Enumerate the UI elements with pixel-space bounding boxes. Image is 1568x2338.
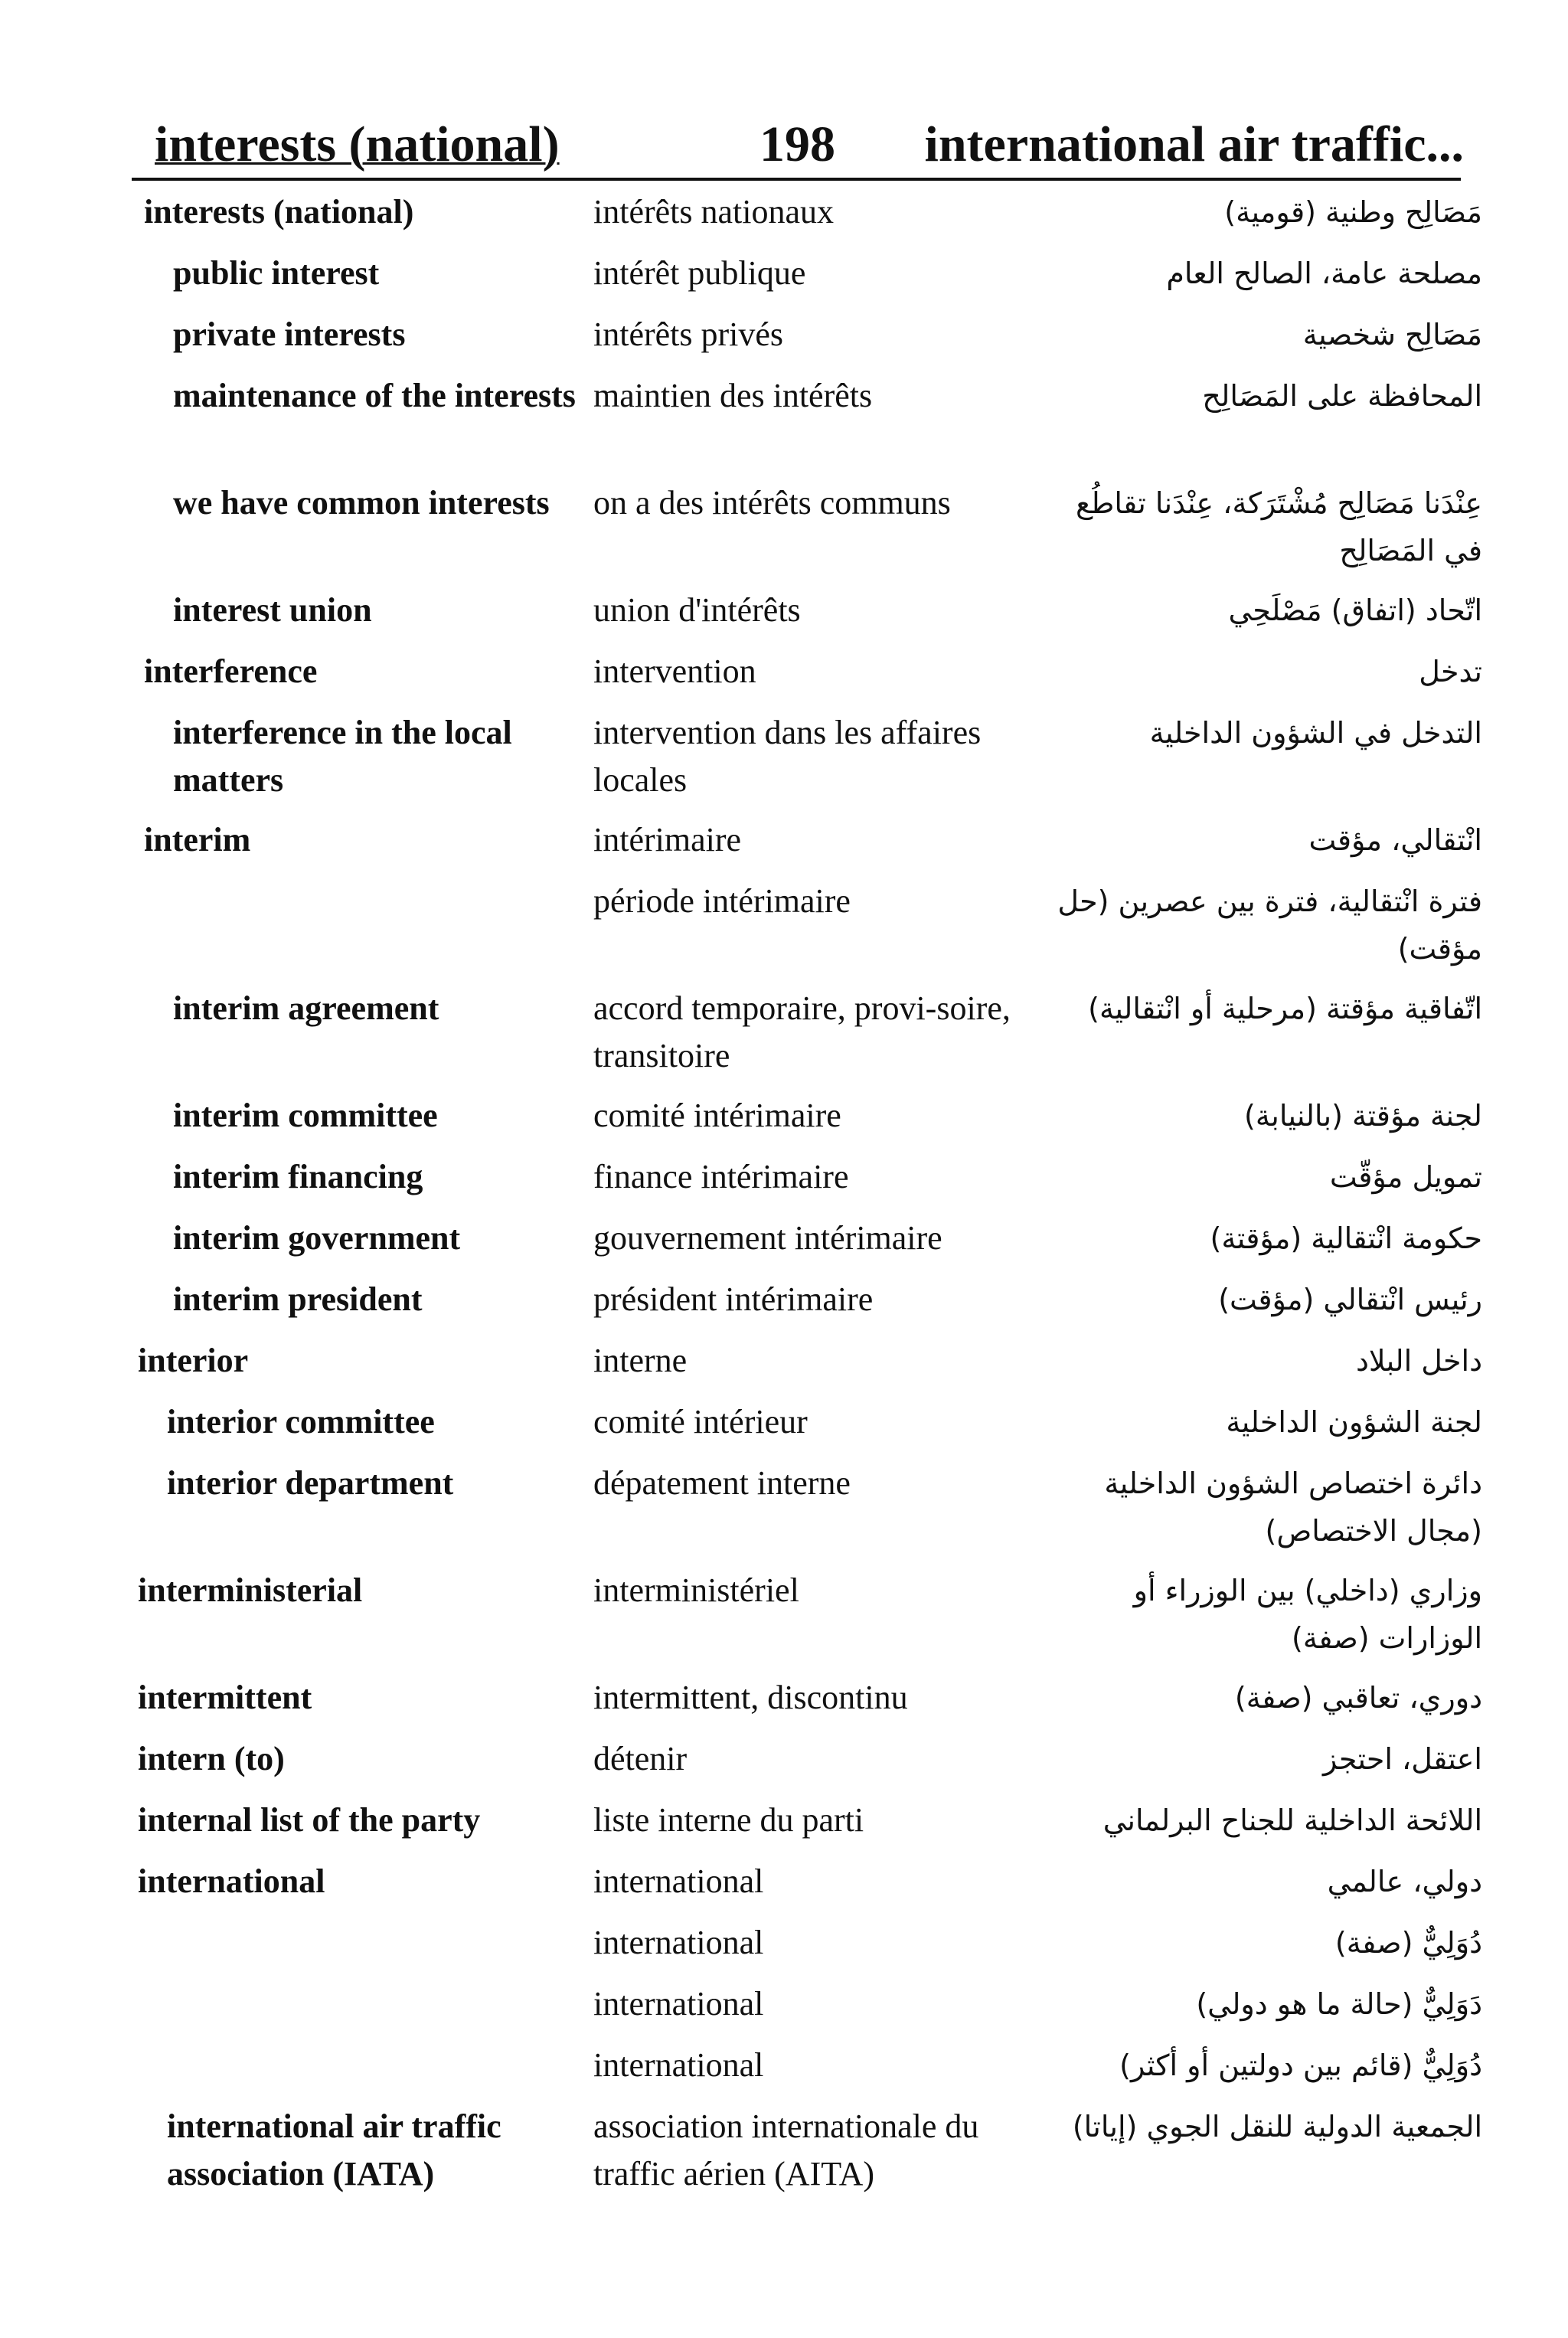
- french-term: finance intérimaire: [593, 1158, 849, 1195]
- header-last-term: international air traffic...: [924, 116, 1464, 172]
- entry-row: [0, 1980, 1568, 2042]
- english-term: interior: [138, 1342, 249, 1379]
- entry-row: [0, 250, 1568, 311]
- english-term: interior department: [167, 1464, 454, 1502]
- english-term: interference in the local matters: [173, 714, 512, 799]
- arabic-term: لجنة مؤقتة (بالنيابة): [1244, 1099, 1482, 1133]
- english-term: international: [138, 1862, 325, 1900]
- entry-row: [0, 188, 1568, 250]
- page-header: [132, 107, 1464, 181]
- entry-row: [0, 985, 1568, 1092]
- arabic-term: اعتقل، احتجز: [1322, 1742, 1482, 1776]
- french-term: union d'intérêts: [593, 591, 801, 629]
- french-term: interministériel: [593, 1571, 799, 1609]
- english-term: interministerial: [138, 1571, 363, 1609]
- entry-row: [0, 1735, 1568, 1797]
- arabic-term: مصلحة عامة، الصالح العام: [1166, 257, 1482, 290]
- english-term: interests (national): [144, 193, 414, 231]
- entry-row: [0, 1153, 1568, 1215]
- french-term: gouvernement intérimaire: [593, 1219, 942, 1257]
- entry-row: [0, 1092, 1568, 1153]
- arabic-term: دوري، تعاقبي (صفة): [1234, 1681, 1482, 1715]
- arabic-term: المحافظة على المَصَالِح: [1202, 379, 1482, 413]
- french-term: international: [593, 1862, 764, 1900]
- french-term: international: [593, 1985, 764, 2022]
- english-term: interference: [144, 652, 318, 690]
- arabic-term: اللائحة الداخلية للجناح البرلماني: [1102, 1803, 1482, 1837]
- entry-row: [0, 311, 1568, 372]
- french-term: intervention dans les affaires locales: [593, 714, 982, 799]
- arabic-term: مَصَالِح وطنية (قومية): [1224, 195, 1482, 229]
- english-term: public interest: [173, 254, 380, 292]
- french-term: intérêt publique: [593, 254, 806, 292]
- entry-row: [0, 1460, 1568, 1567]
- french-term: interne: [593, 1342, 688, 1379]
- arabic-term: دُوَلِيٌّ (قائم بين دولتين أو أكثر): [1119, 2049, 1482, 2082]
- header-first-term: interests (national): [155, 116, 560, 172]
- entry-row: [0, 1674, 1568, 1735]
- french-term: comité intérimaire: [593, 1097, 841, 1134]
- french-term: intérimaire: [593, 821, 742, 858]
- entry-row: [0, 709, 1568, 816]
- arabic-term: دائرة اختصاص الشؤون الداخلية (مجال الاختصاص): [1104, 1467, 1482, 1548]
- entry-row: [0, 1215, 1568, 1276]
- arabic-term: التدخل في الشؤون الداخلية: [1149, 716, 1482, 750]
- french-term: on a des intérêts communs: [593, 484, 951, 522]
- entry-row: [0, 1858, 1568, 1919]
- entry-row: [0, 1567, 1568, 1674]
- entry-row: [0, 878, 1568, 985]
- french-term: intervention: [593, 652, 756, 690]
- entry-row: [0, 2103, 1568, 2210]
- french-term: association internationale du traffic aérien (AITA): [593, 2107, 979, 2192]
- french-term: intérêts nationaux: [593, 193, 835, 231]
- arabic-term: وزاري (داخلي) بين الوزراء أو الوزارات (صفة): [1133, 1574, 1482, 1655]
- french-term: maintien des intérêts: [593, 377, 873, 414]
- english-term: we have common interests: [173, 484, 550, 522]
- arabic-term: رئيس انْتقالي (مؤقت): [1218, 1283, 1482, 1316]
- french-term: international: [593, 1924, 764, 1961]
- english-term: internal list of the party: [138, 1801, 481, 1839]
- arabic-term: اتّفاقية مؤقتة (مرحلية أو انْتقالية): [1088, 992, 1482, 1025]
- entry-row: [0, 1919, 1568, 1980]
- arabic-term: دُوَلِيٌّ (صفة): [1334, 1926, 1482, 1960]
- french-term: accord temporaire, provi-soire, transitoire: [593, 989, 1011, 1074]
- french-term: international: [593, 2046, 764, 2084]
- english-term: interim government: [173, 1219, 461, 1257]
- english-term: maintenance of the interests: [173, 377, 576, 414]
- english-term: intermittent: [138, 1679, 312, 1716]
- arabic-term: لجنة الشؤون الداخلية: [1226, 1405, 1482, 1439]
- entry-row: [0, 1337, 1568, 1398]
- french-term: dépatement interne: [593, 1464, 851, 1502]
- arabic-term: تمويل مؤقّت: [1329, 1160, 1482, 1194]
- entry-row: [0, 1797, 1568, 1858]
- entry-row: [0, 648, 1568, 709]
- arabic-term: تدخل: [1419, 655, 1482, 688]
- arabic-term: دَوَلِيٌّ (حالة ما هو دولي): [1196, 1987, 1482, 2021]
- french-term: comité intérieur: [593, 1403, 808, 1440]
- french-term: liste interne du parti: [593, 1801, 864, 1839]
- english-term: interim financing: [173, 1158, 423, 1195]
- arabic-term: حكومة انْتقالية (مؤقتة): [1210, 1221, 1482, 1255]
- arabic-term: الجمعية الدولية للنقل الجوي (إياتا): [1072, 2110, 1482, 2143]
- english-term: international air traffic association (IATA): [167, 2107, 501, 2192]
- english-term: interim: [144, 821, 251, 858]
- arabic-term: مَصَالِح شخصية: [1302, 318, 1482, 352]
- english-term: interim committee: [173, 1097, 438, 1134]
- french-term: intermittent, discontinu: [593, 1679, 908, 1716]
- arabic-term: انْتقالي، مؤقت: [1308, 823, 1482, 857]
- arabic-term: داخل البلاد: [1355, 1344, 1482, 1378]
- entry-row: [0, 816, 1568, 878]
- french-term: président intérimaire: [593, 1280, 874, 1318]
- french-term: période intérimaire: [593, 882, 851, 920]
- english-term: interim president: [173, 1280, 423, 1318]
- english-term: interest union: [173, 591, 372, 629]
- page-number: 198: [760, 116, 835, 172]
- entry-row: [0, 1276, 1568, 1337]
- english-term: interior committee: [167, 1403, 435, 1440]
- entry-row: [0, 1398, 1568, 1460]
- arabic-term: فترة انْتقالية، فترة بين عصرين (حل مؤقت): [1057, 885, 1482, 966]
- entry-row: [0, 587, 1568, 648]
- english-term: intern (to): [138, 1740, 285, 1777]
- arabic-term: اتّحاد (اتفاق) مَصْلَحِي: [1228, 593, 1482, 627]
- arabic-term: دولي، عالمي: [1327, 1865, 1482, 1898]
- entry-row: [0, 2042, 1568, 2103]
- entry-row: [0, 479, 1568, 587]
- english-term: interim agreement: [173, 989, 439, 1027]
- arabic-term: عِنْدَنا مَصَالِح مُشْتَرَكة، عِنْدَنا تقاطُع في المَصَالِح: [1075, 486, 1482, 567]
- entry-row: [0, 372, 1568, 479]
- french-term: intérêts privés: [593, 316, 784, 353]
- english-term: private interests: [173, 316, 406, 353]
- french-term: détenir: [593, 1740, 688, 1777]
